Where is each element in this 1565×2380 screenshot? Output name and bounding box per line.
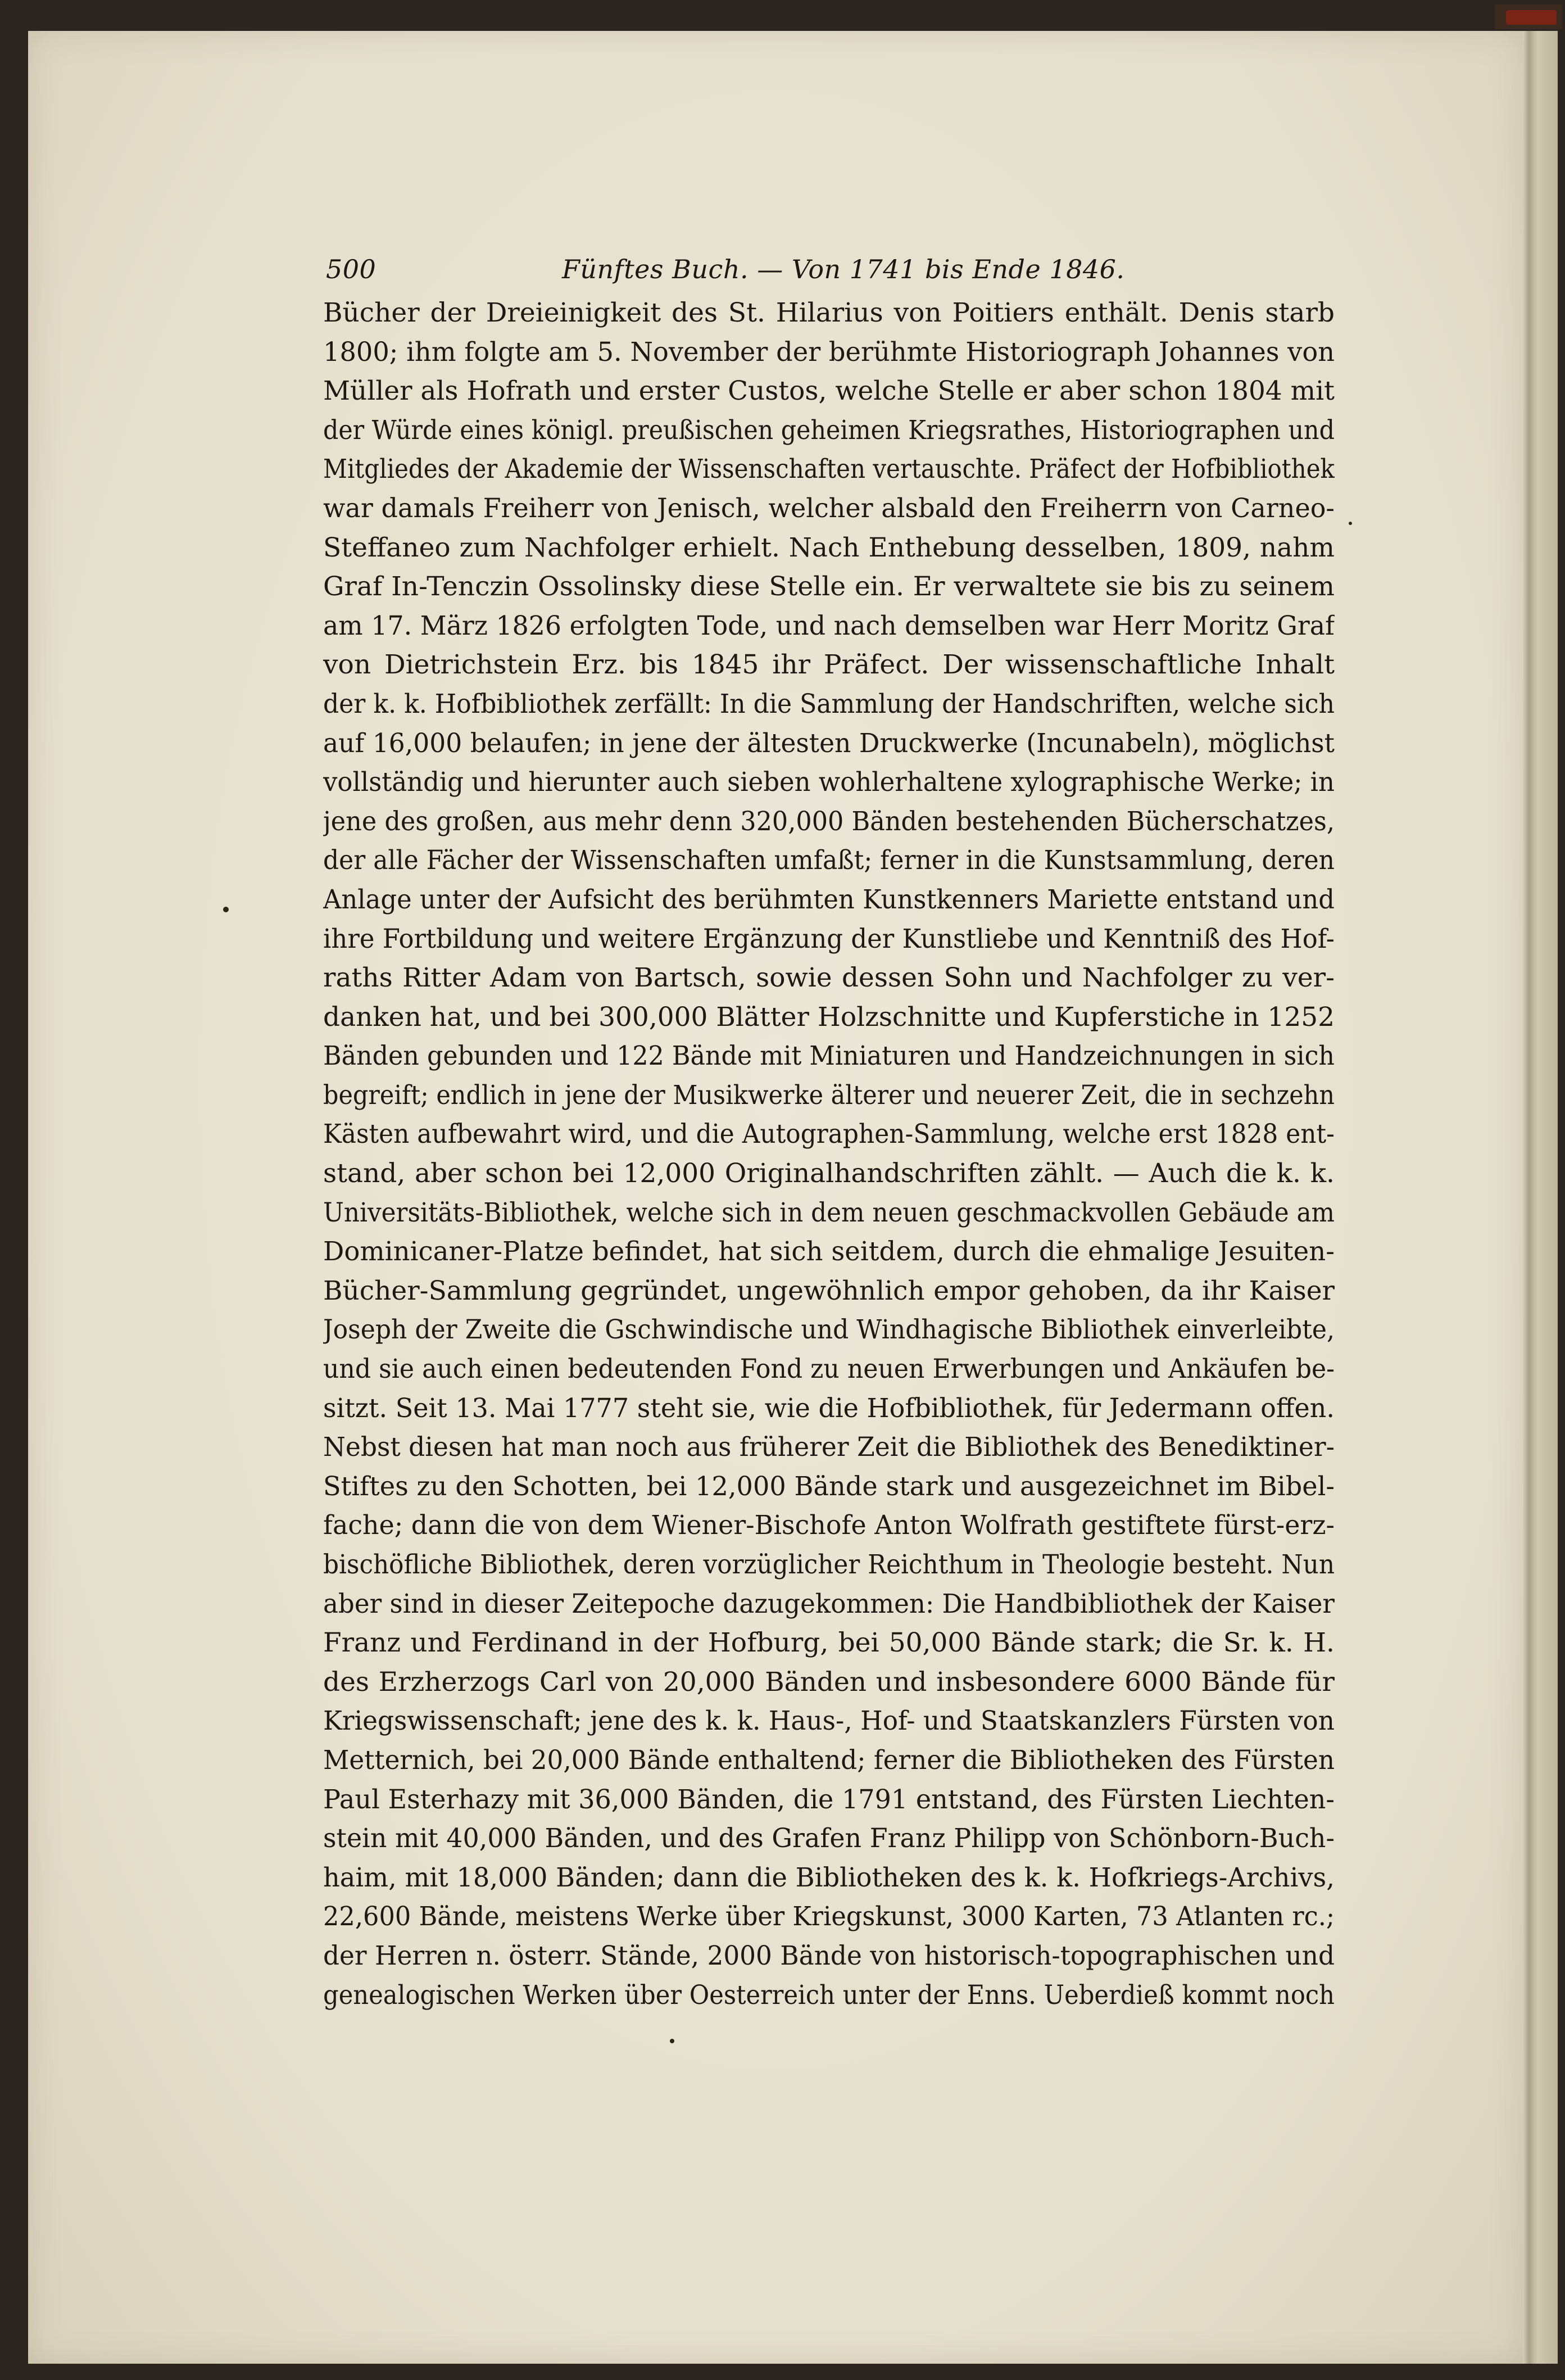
text-line: Nebst diesen hat man noch aus früherer Zeit die Bibliothek des Benediktiner- [323, 1432, 1335, 1463]
text-line: des Erzherzogs Carl von 20,000 Bänden und insbesondere 6000 Bände für [323, 1666, 1335, 1698]
body-text [323, 293, 1335, 2015]
page-number: 500 [326, 254, 376, 284]
text-line: fache; dann die von dem Wiener-Bischofe Anton Wolfrath gestiftete fürst-erz- [323, 1510, 1335, 1541]
ink-speck [670, 2039, 674, 2043]
text-line: Graf In-Tenczin Ossolinsky diese Stelle ein. Er verwaltete sie bis zu seinem [323, 571, 1335, 603]
text-line: Bücher-Sammlung gegründet, ungewöhnlich empor gehoben, da ihr Kaiser [323, 1275, 1335, 1306]
text-line: 1800; ihm folgte am 5. November der berühmte Historiograph Johannes von [323, 336, 1335, 368]
text-line: auf 16,000 belaufen; in jene der ältesten Druckwerke (Incunabeln), möglichst [323, 727, 1335, 759]
text-line: Franz und Ferdinand in der Hofburg, bei 50,000 Bände stark; die Sr. k. H. [323, 1627, 1335, 1659]
text-line: bischöfliche Bibliothek, deren vorzüglicher Reichthum in Theologie besteht. Nun [323, 1549, 1335, 1580]
text-line: Bücher der Dreieinigkeit des St. Hilarius von Poitiers enthält. Denis starb [323, 297, 1335, 328]
text-line: aber sind in dieser Zeitepoche dazugekommen: Die Handbibliothek der Kaiser [323, 1588, 1335, 1619]
text-line: Kästen aufbewahrt wird, und die Autographen-Sammlung, welche erst 1828 ent- [323, 1119, 1335, 1150]
text-line: Metternich, bei 20,000 Bände enthaltend; ferner die Bibliotheken des Fürsten [323, 1744, 1335, 1776]
text-line: vollständig und hierunter auch sieben wohlerhaltene xylographische Werke; in [323, 767, 1335, 798]
text-line: ihre Fortbildung und weitere Ergänzung der Kunstliebe und Kenntniß des Hof- [323, 923, 1335, 954]
text-line: 22,600 Bände, meistens Werke über Kriegskunst, 3000 Karten, 73 Atlanten rc.; [323, 1901, 1335, 1933]
text-line: von Dietrichstein Erz. bis 1845 ihr Präfect. Der wissenschaftliche Inhalt [323, 649, 1335, 681]
page-gutter [1523, 31, 1535, 2364]
text-line: danken hat, und bei 300,000 Blätter Holzschnitte und Kupferstiche in 1252 [323, 1001, 1335, 1033]
text-line: der k. k. Hofbibliothek zerfällt: In die Sammlung der Handschriften, welche sich [323, 688, 1335, 720]
text-line: Müller als Hofrath und erster Custos, welche Stelle er aber schon 1804 mit [323, 375, 1335, 407]
text-line: raths Ritter Adam von Bartsch, sowie dessen Sohn und Nachfolger zu ver- [323, 962, 1335, 994]
text-line: begreift; endlich in jene der Musikwerke älterer und neuerer Zeit, die in sechzehn [323, 1079, 1335, 1111]
text-line: am 17. März 1826 erfolgten Tode, und nach demselben war Herr Moritz Graf [323, 610, 1335, 641]
text-line: Paul Esterhazy mit 36,000 Bänden, die 1791 entstand, des Fürsten Liechten- [323, 1784, 1335, 1815]
text-line: Joseph der Zweite die Gschwindische und Windhagische Bibliothek einverleibte, [323, 1314, 1335, 1346]
text-line: der alle Fächer der Wissenschaften umfaßt; ferner in die Kunstsammlung, deren [323, 845, 1335, 876]
text-line: der Würde eines königl. preußischen geheimen Kriegsrathes, Historiographen und [323, 414, 1335, 446]
text-line: haim, mit 18,000 Bänden; dann die Bibliotheken des k. k. Hofkriegs-Archivs, [323, 1862, 1335, 1893]
text-line: Anlage unter der Aufsicht des berühmten Kunstkenners Mariette entstand und [323, 884, 1335, 915]
text-line: Steffaneo zum Nachfolger erhielt. Nach Enthebung desselben, 1809, nahm [323, 532, 1335, 563]
page-header [326, 254, 1354, 288]
text-line: genealogischen Werken über Oesterreich unter der Enns. Ueberdieß kommt noch [323, 1979, 1335, 2011]
text-line: der Herren n. österr. Stände, 2000 Bände von historisch-topographischen und [323, 1940, 1335, 1971]
running-head: Fünftes Buch. — Von 1741 bis Ende 1846. [562, 254, 1125, 284]
text-line: Universitäts-Bibliothek, welche sich in dem neuen geschmackvollen Gebäude am [323, 1197, 1335, 1228]
text-line: Mitgliedes der Akademie der Wissenschaften vertauschte. Präfect der Hofbibliothek [323, 454, 1335, 485]
text-line: stand, aber schon bei 12,000 Originalhandschriften zählt. — Auch die k. k. [323, 1158, 1335, 1189]
text-line: und sie auch einen bedeutenden Fond zu neuen Erwerbungen und Ankäufen be- [323, 1354, 1335, 1385]
text-line: Bänden gebunden und 122 Bände mit Miniaturen und Handzeichnungen in sich [323, 1040, 1335, 1072]
text-line: jene des großen, aus mehr denn 320,000 Bänden bestehenden Bücherschatzes, [323, 806, 1335, 837]
bookmark-ribbon [1506, 10, 1557, 25]
text-line: sitzt. Seit 13. Mai 1777 steht sie, wie die Hofbibliothek, für Jedermann offen. [323, 1392, 1335, 1424]
text-line: Dominicaner-Platze befindet, hat sich seitdem, durch die ehmalige Jesuiten- [323, 1236, 1335, 1268]
text-line: Kriegswissenschaft; jene des k. k. Haus-, Hof- und Staatskanzlers Fürsten von [323, 1705, 1335, 1737]
ink-speck [223, 907, 229, 912]
text-line: war damals Freiherr von Jenisch, welcher alsbald den Freiherrn von Carneo- [323, 492, 1335, 524]
text-line: Stiftes zu den Schotten, bei 12,000 Bände stark und ausgezeichnet im Bibel- [323, 1470, 1335, 1502]
text-line: stein mit 40,000 Bänden, und des Grafen Franz Philipp von Schönborn-Buch- [323, 1823, 1335, 1854]
ink-speck [1349, 522, 1352, 525]
